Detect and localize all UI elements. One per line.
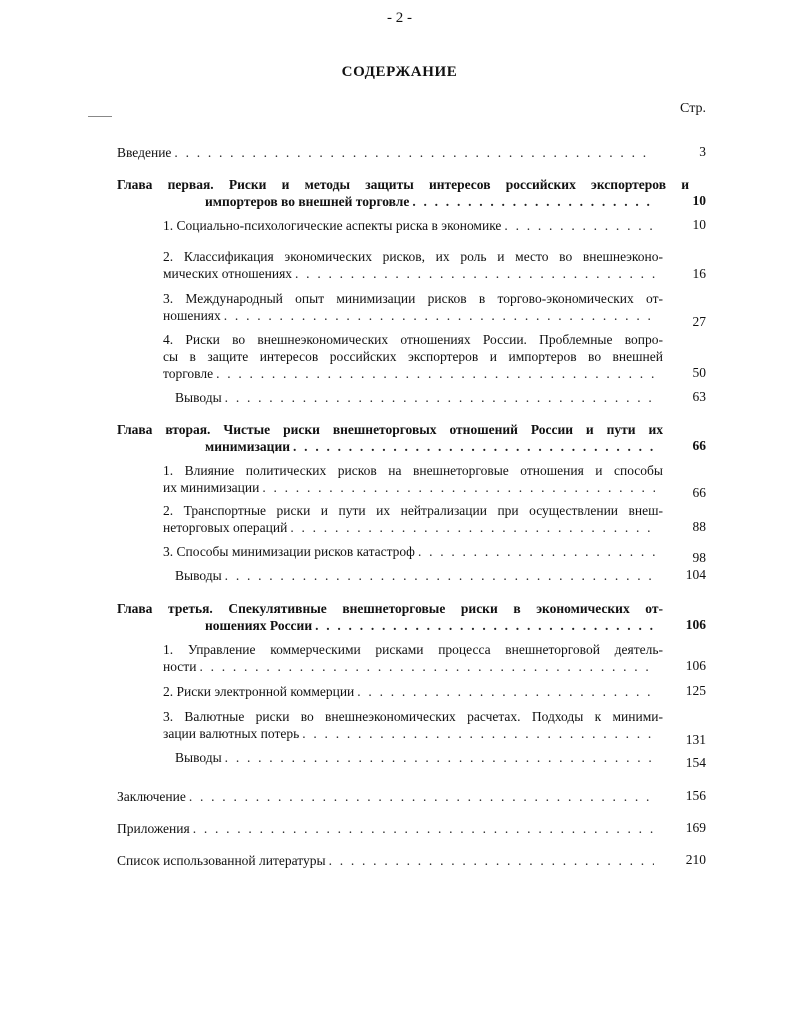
toc-section-3-1[interactable]: [163, 641, 663, 675]
toc-entry-conclusion[interactable]: [117, 788, 662, 805]
toc-entry-text: минимизации: [205, 439, 291, 454]
page-title: СОДЕРЖАНИЕ: [341, 64, 458, 80]
toc-entry-text: 1. Социально-психологические аспекты риска в экономике: [163, 218, 502, 233]
leader-dots: [225, 749, 655, 766]
leader-dots: [290, 519, 655, 536]
toc-entry-intro[interactable]: [117, 144, 662, 161]
leader-dots: [357, 683, 655, 700]
toc-entry-text: 2. Риски электронной коммерции: [163, 684, 355, 699]
toc-entry-line: 3. Международный опыт минимизации рисков в торгово-экономических от-: [163, 291, 663, 306]
toc-page-number: 156: [685, 788, 706, 803]
toc-entry-text: Введение: [117, 145, 172, 160]
toc-conclusions-2[interactable]: [175, 567, 663, 584]
toc-entry-line: 3. Валютные риски во внешнеэкономических расчетах. Подходы к миними-: [163, 709, 663, 724]
leader-dots: [504, 217, 655, 234]
toc-page-number: 154: [685, 755, 706, 770]
toc-page-number: 27: [692, 314, 706, 329]
toc-entry-line: 2. Классификация экономических рисков, их роль и место во внешнеэконо-: [163, 249, 663, 264]
toc-conclusions-3[interactable]: [175, 749, 663, 766]
margin-mark: [88, 116, 112, 117]
toc-page-number: 88: [692, 519, 706, 534]
toc-entry-text: их минимизации: [163, 480, 260, 495]
toc-entry-text: торговле: [163, 366, 214, 381]
toc-entry-text: Список использованной литературы: [117, 853, 326, 868]
toc-page-number: 106: [685, 658, 706, 673]
toc-entry-line: Глава первая. Риски и методы защиты интересов российских экспортеров и: [117, 177, 689, 192]
toc-page-number: 210: [685, 852, 706, 867]
toc-entry-text: Выводы: [175, 750, 222, 765]
leader-dots: [193, 820, 654, 837]
leader-dots: [174, 144, 654, 161]
leader-dots: [224, 307, 655, 324]
toc-entry-text: зации валютных потерь: [163, 726, 300, 741]
toc-page-number: 66: [692, 485, 706, 500]
toc-entry-line: сы в защите интересов российских экспортеров и импортеров во внешней: [163, 349, 663, 364]
toc-entry-text: Приложения: [117, 821, 190, 836]
toc-page-number: 16: [692, 266, 706, 281]
toc-chapter-1-cont[interactable]: [205, 193, 662, 210]
toc-page-number: 10: [692, 217, 706, 232]
toc-page-number: 104: [685, 567, 706, 582]
toc-section-1-2[interactable]: [163, 248, 663, 282]
leader-dots: [329, 852, 654, 869]
toc-entry-line: 1. Влияние политических рисков на внешнеторговые отношения и способы: [163, 463, 663, 478]
toc-chapter-1[interactable]: [117, 176, 689, 193]
toc-entry-text: неторговых операций: [163, 520, 288, 535]
toc-entry-text: ности: [163, 659, 197, 674]
toc-entry-references[interactable]: [117, 852, 662, 869]
toc-chapter-2[interactable]: [117, 421, 663, 438]
toc-page-number: 106: [685, 617, 706, 632]
toc-page-number: 169: [685, 820, 706, 835]
toc-entry-text: мических отношениях: [163, 266, 293, 281]
toc-chapter-3[interactable]: [117, 600, 663, 617]
leader-dots: [418, 543, 655, 560]
toc-chapter-2-cont[interactable]: [205, 438, 662, 455]
toc-section-2-2[interactable]: [163, 502, 663, 536]
toc-page-number: 125: [685, 683, 706, 698]
toc-section-3-2[interactable]: [163, 683, 663, 700]
toc-entry-text: Выводы: [175, 390, 222, 405]
toc-section-2-3[interactable]: [163, 543, 663, 560]
toc-page-number: 3: [699, 144, 706, 159]
toc-entry-text: ношениях России: [205, 618, 313, 633]
toc-section-3-3[interactable]: [163, 708, 663, 742]
toc-entry-text: ношениях: [163, 308, 221, 323]
toc-entry-line: Глава третья. Спекулятивные внешнеторговые риски в экономических от-: [117, 601, 663, 616]
toc-entry-text: Заключение: [117, 789, 186, 804]
page-number: - 2 -: [387, 10, 412, 26]
leader-dots: [302, 725, 655, 742]
toc-entry-text: импортеров во внешней торговле: [205, 194, 410, 209]
toc-page-number: 131: [685, 732, 706, 747]
toc-conclusions-1[interactable]: [175, 389, 663, 406]
leader-dots: [262, 479, 655, 496]
toc-entry-text: Выводы: [175, 568, 222, 583]
leader-dots: [293, 438, 654, 455]
toc-entry-line: 1. Управление коммерческими рисками процесса внешнеторговой деятель-: [163, 642, 663, 657]
toc-page-number: 50: [692, 365, 706, 380]
toc-page-number: 98: [692, 550, 706, 565]
toc-section-1-4[interactable]: [163, 331, 663, 382]
page-column-label: Стр.: [680, 101, 706, 116]
toc-entry-text: 3. Способы минимизации рисков катастроф: [163, 544, 415, 559]
leader-dots: [315, 617, 654, 634]
toc-section-1-1[interactable]: [163, 217, 663, 234]
toc-page-number: 63: [692, 389, 706, 404]
leader-dots: [189, 788, 654, 805]
leader-dots: [295, 265, 655, 282]
toc-section-1-3[interactable]: [163, 290, 663, 324]
leader-dots: [225, 389, 655, 406]
toc-chapter-3-cont[interactable]: [205, 617, 662, 634]
toc-page-number: 10: [692, 193, 706, 208]
toc-entry-line: Глава вторая. Чистые риски внешнеторговых отношений России и пути их: [117, 422, 663, 437]
toc-section-2-1[interactable]: [163, 462, 663, 496]
leader-dots: [225, 567, 655, 584]
toc-entry-appendix[interactable]: [117, 820, 662, 837]
leader-dots: [199, 658, 655, 675]
leader-dots: [216, 365, 655, 382]
toc-entry-line: 2. Транспортные риски и пути их нейтрализации при осуществлении внеш-: [163, 503, 663, 518]
toc-entry-line: 4. Риски во внешнеэкономических отношениях России. Проблемные вопро-: [163, 332, 663, 347]
leader-dots: [412, 193, 654, 210]
toc-page-number: 66: [692, 438, 706, 453]
